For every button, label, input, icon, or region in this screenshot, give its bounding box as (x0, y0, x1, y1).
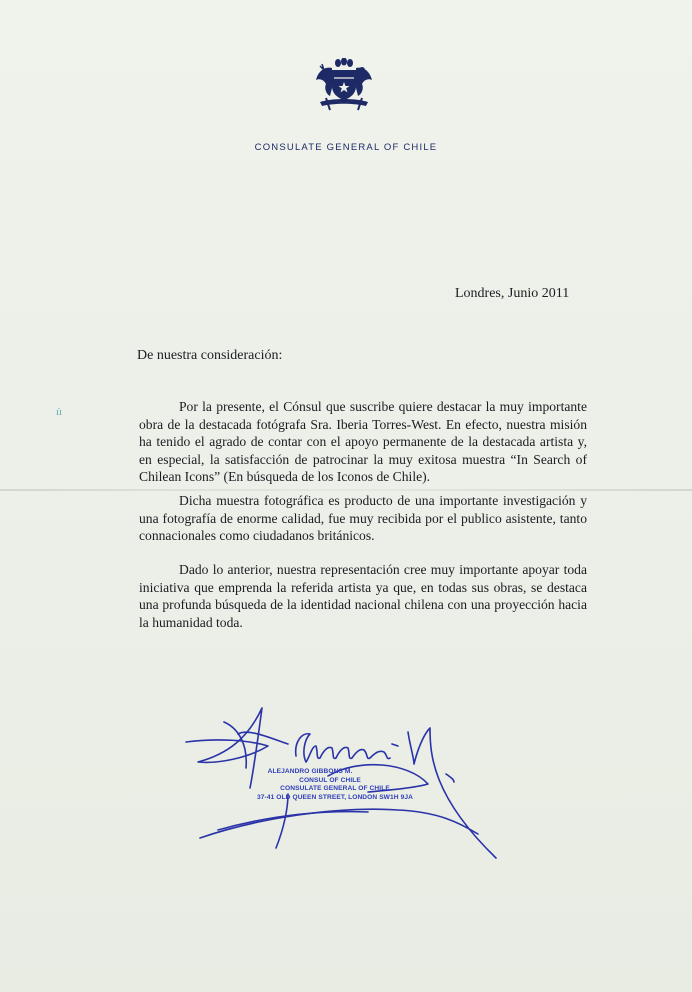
ink-speck: ı̇ı (56, 406, 63, 418)
letterhead-title: CONSULATE GENERAL OF CHILE (254, 142, 438, 153)
body-paragraph-1: Por la presente, el Cónsul que suscribe quiere destacar la muy importante obra de la destacada fotógrafa Sra. Iberia Torres-West. En efecto, nuestra misión ha tenido el agrado de contar con el apoyo permanente de la destacada artista y, en especial, la satisfacción de patrocinar la muy exitosa muestra “In Search of Chilean Icons” (En búsqueda de los Iconos de Chile). (139, 399, 587, 484)
stamp-line-office: CONSULATE GENERAL OF CHILE (280, 785, 390, 793)
stamp-line-title: CONSUL OF CHILE (299, 776, 361, 784)
paper-fold-line (0, 489, 692, 491)
letter-salutation: De nuestra consideración: (137, 348, 283, 363)
letter-date: Londres, Junio 2011 (455, 286, 570, 301)
consular-stamp (240, 768, 460, 802)
stamp-line-address: 37-41 OLD QUEEN STREET, LONDON SW1H 9JA (257, 793, 413, 801)
body-paragraph-3: Dado lo anterior, nuestra representación cree muy importante apoyar toda iniciativa que emprenda la referida artista ya que, en todas sus obras, se destaca una profunda búsqueda de la identidad nacional chilena con una proyección hacia la humanidad toda. (139, 562, 587, 630)
body-paragraph-2: Dicha muestra fotográfica es producto de una importante investigación y una fotografía de enorme calidad, fue muy recibida por el publico asistente, tanto connacionales como ciudadanos británicos. (139, 493, 587, 543)
chile-coat-of-arms-icon (312, 58, 376, 112)
stamp-line-name: ALEJANDRO GIBBONS M. (267, 768, 353, 775)
